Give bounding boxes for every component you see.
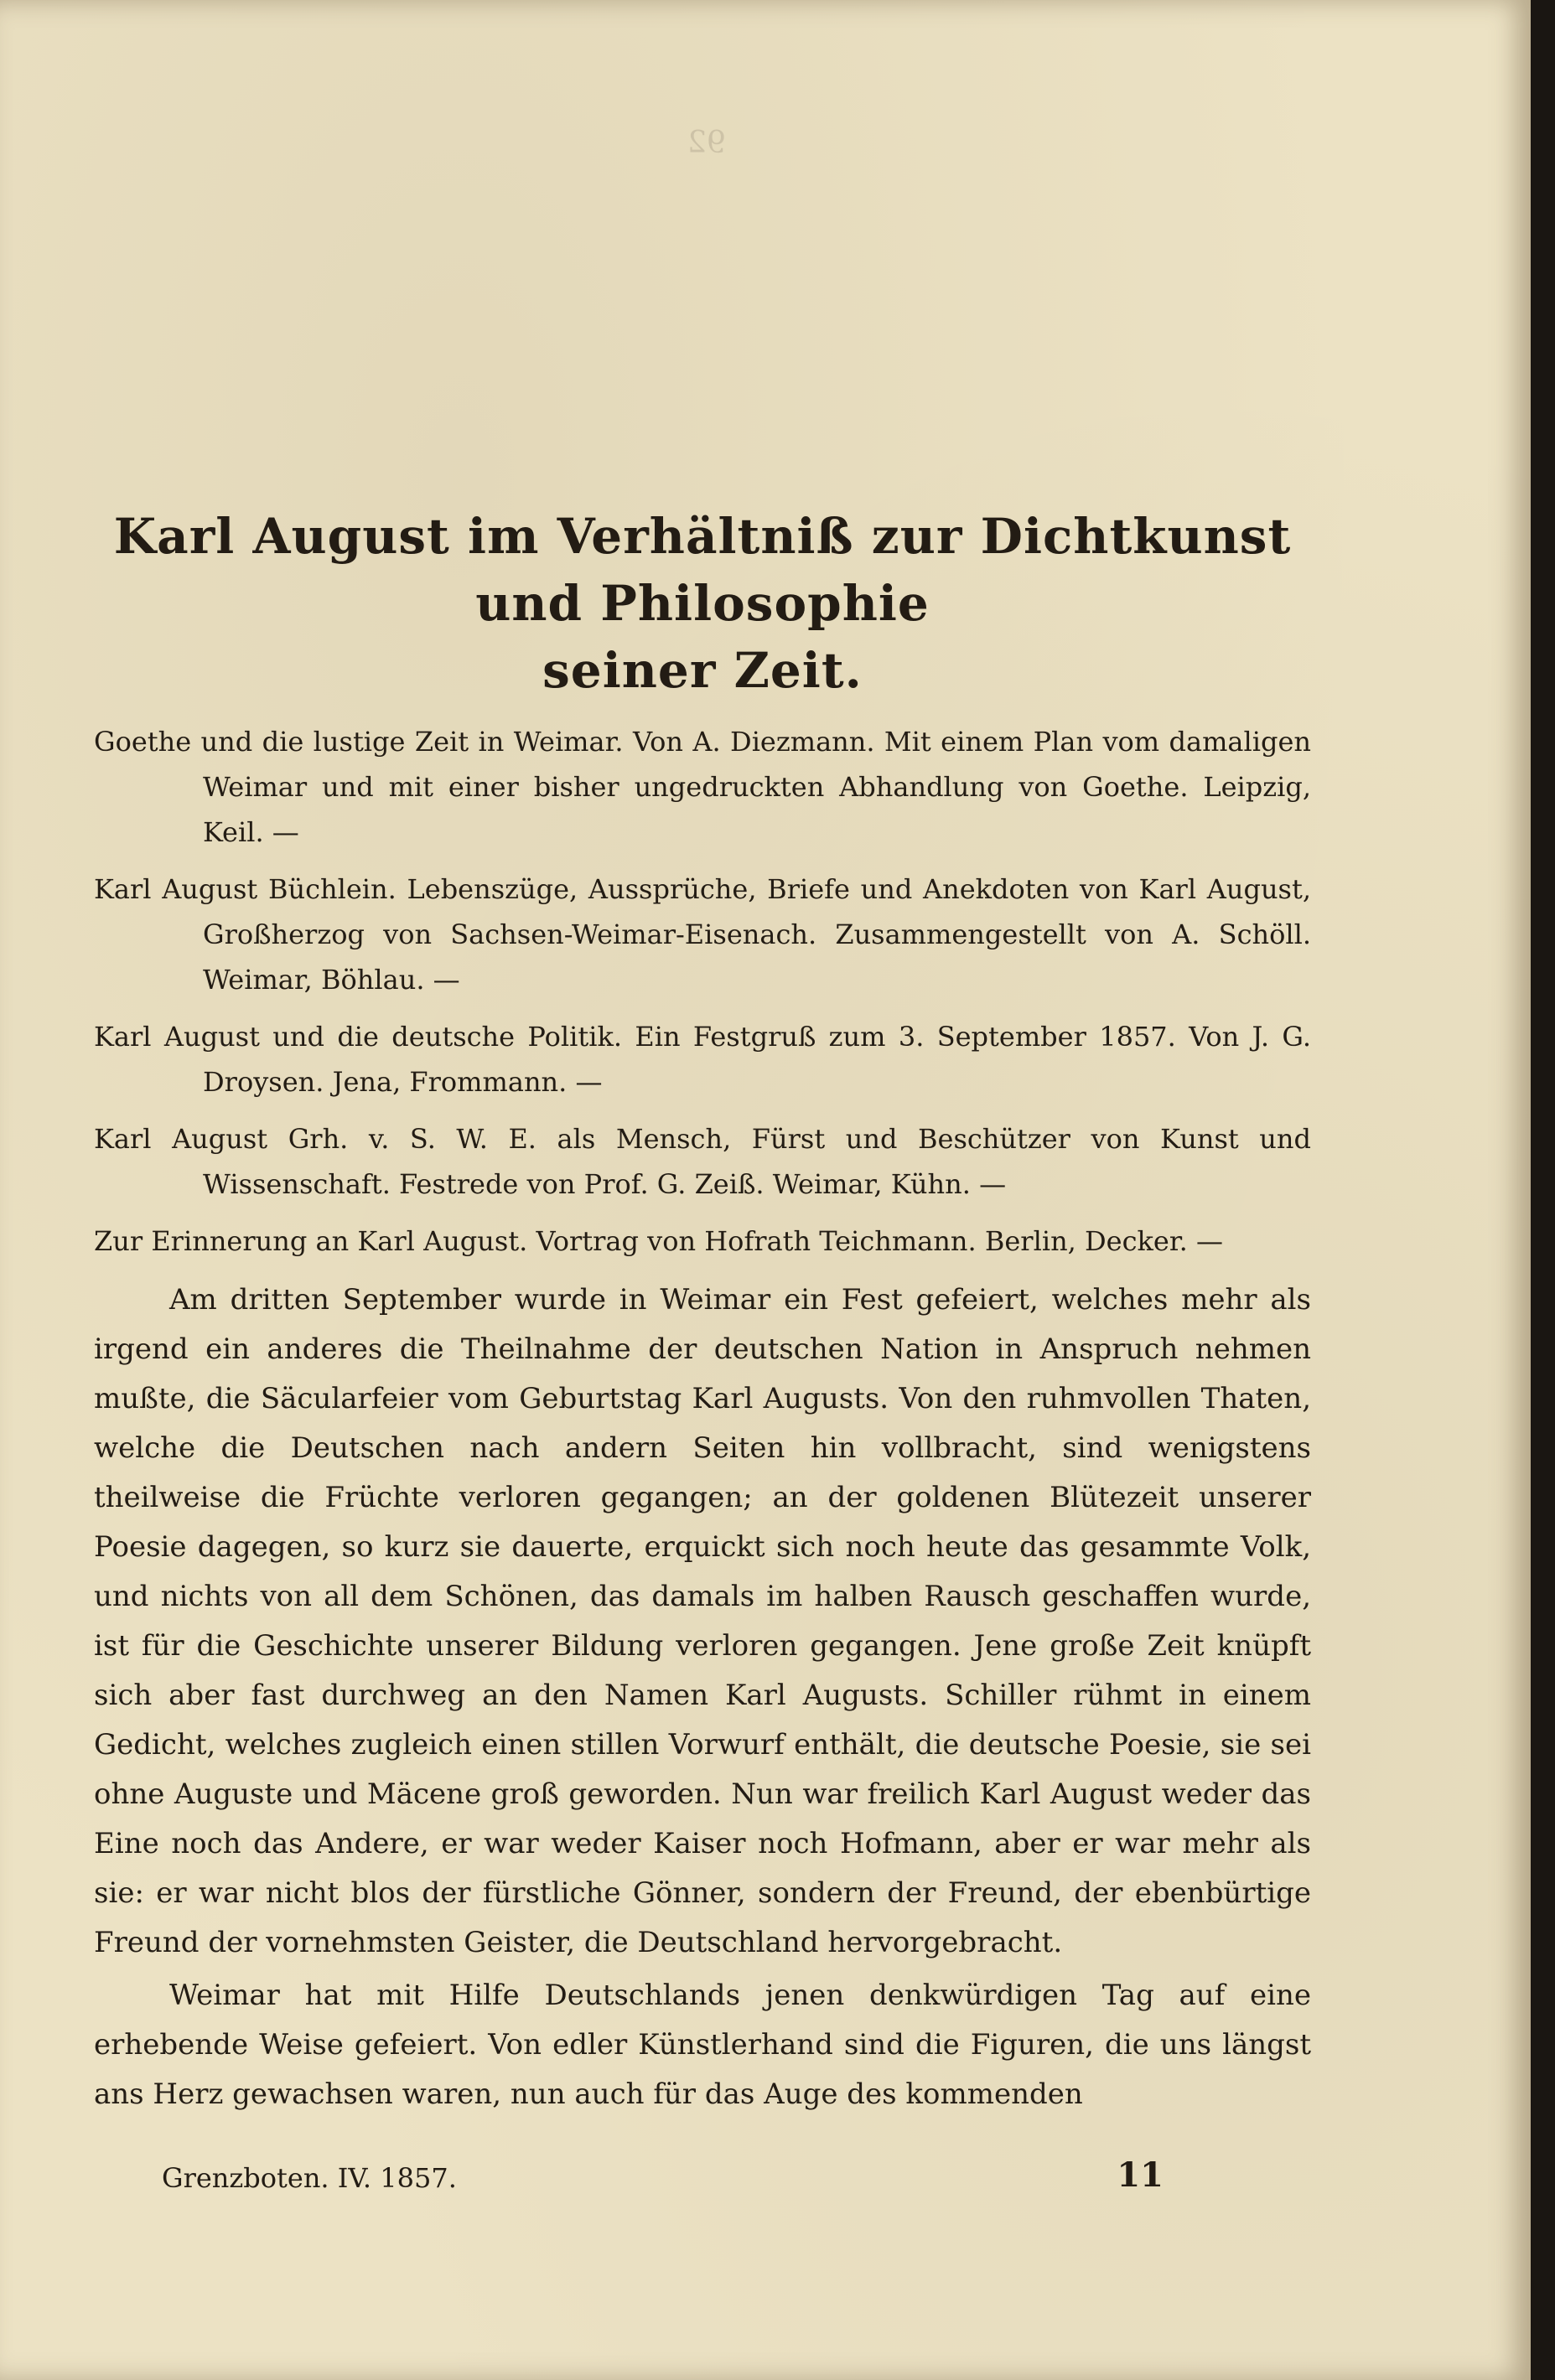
printer-signature: 11 bbox=[1117, 2155, 1164, 2195]
bleed-through-page-number: 92 bbox=[687, 126, 726, 160]
article-title bbox=[94, 503, 1311, 704]
bibliography-entry: Goethe und die lustige Zeit in Weimar. Von A. Diezmann. Mit einem Plan vom damaligen Weimar und mit einer bisher ungedruckten Abhandlung von Goethe. Leipzig, Keil. — bbox=[94, 726, 1311, 848]
bibliography-entry: Zur Erinnerung an Karl August. Vortrag von Hofrath Teichmann. Berlin, Decker. — bbox=[94, 1225, 1223, 1257]
title-line-1: Karl August im Verhältniß zur Dichtkunst und Philosophie bbox=[113, 508, 1292, 632]
title-line-2: seiner Zeit. bbox=[542, 642, 863, 699]
bibliography-entry: Karl August Büchlein. Lebenszüge, Aussprüche, Briefe und Anekdoten von Karl August, Großherzog von Sachsen-Weimar-Eisenach. Zusammengestellt von A. Schöll. Weimar, Böhlau. — bbox=[94, 873, 1311, 996]
bibliography-entry: Karl August Grh. v. S. W. E. als Mensch, Fürst und Beschützer von Kunst und Wissenschaft. Festrede von Prof. G. Zeiß. Weimar, Kühn. — bbox=[94, 1123, 1311, 1200]
body-paragraph: Am dritten September wurde in Weimar ein Fest gefeiert, welches mehr als irgend ein anderes die Theilnahme der deutschen Nation in Anspruch nehmen mußte, die Säcularfeier vom Geburtstag Karl Augusts. Von den ruhmvollen Thaten, welche die Deutschen nach andern Seiten hin vollbracht, sind wenigstens theilweise die Früchte verloren gegangen; an der goldenen Blütezeit unserer Poesie dagegen, so kurz sie dauerte, erquickt sich noch heute das gesammte Volk, und nichts von all dem Schönen, das damals im halben Rausch geschaffen wurde, ist für die Geschichte unserer Bildung verloren gegangen. Jene große Zeit knüpft sich aber fast durchweg an den Namen Karl Augusts. Schiller rühmt in einem Gedicht, welches zugleich einen stillen Vorwurf enthält, die deutsche Poesie, sie sei ohne Auguste und Mäcene groß geworden. Nun war freilich Karl August weder das Eine noch das Andere, er war weder Kaiser noch Hofmann, aber er war mehr als sie: er war nicht blos der fürstliche Gönner, sondern der Freund, der ebenbürtige Freund der vornehmsten Geister, die Deutschland hervorgebracht. bbox=[94, 1283, 1311, 1959]
journal-imprint: Grenzboten. IV. 1857. bbox=[162, 2162, 457, 2194]
scan-edge bbox=[1531, 0, 1555, 2380]
page-content bbox=[94, 503, 1311, 2119]
bibliography-list bbox=[94, 719, 1311, 1264]
body-paragraph: Weimar hat mit Hilfe Deutschlands jenen denkwürdigen Tag auf eine erhebende Weise gefeiert. Von edler Künstlerhand sind die Figuren, die uns längst ans Herz gewachsen waren, nun auch für das Auge des kommenden bbox=[94, 1979, 1311, 2111]
bibliography-entry: Karl August und die deutsche Politik. Ein Festgruß zum 3. September 1857. Von J. G. Droysen. Jena, Frommann. — bbox=[94, 1021, 1311, 1098]
